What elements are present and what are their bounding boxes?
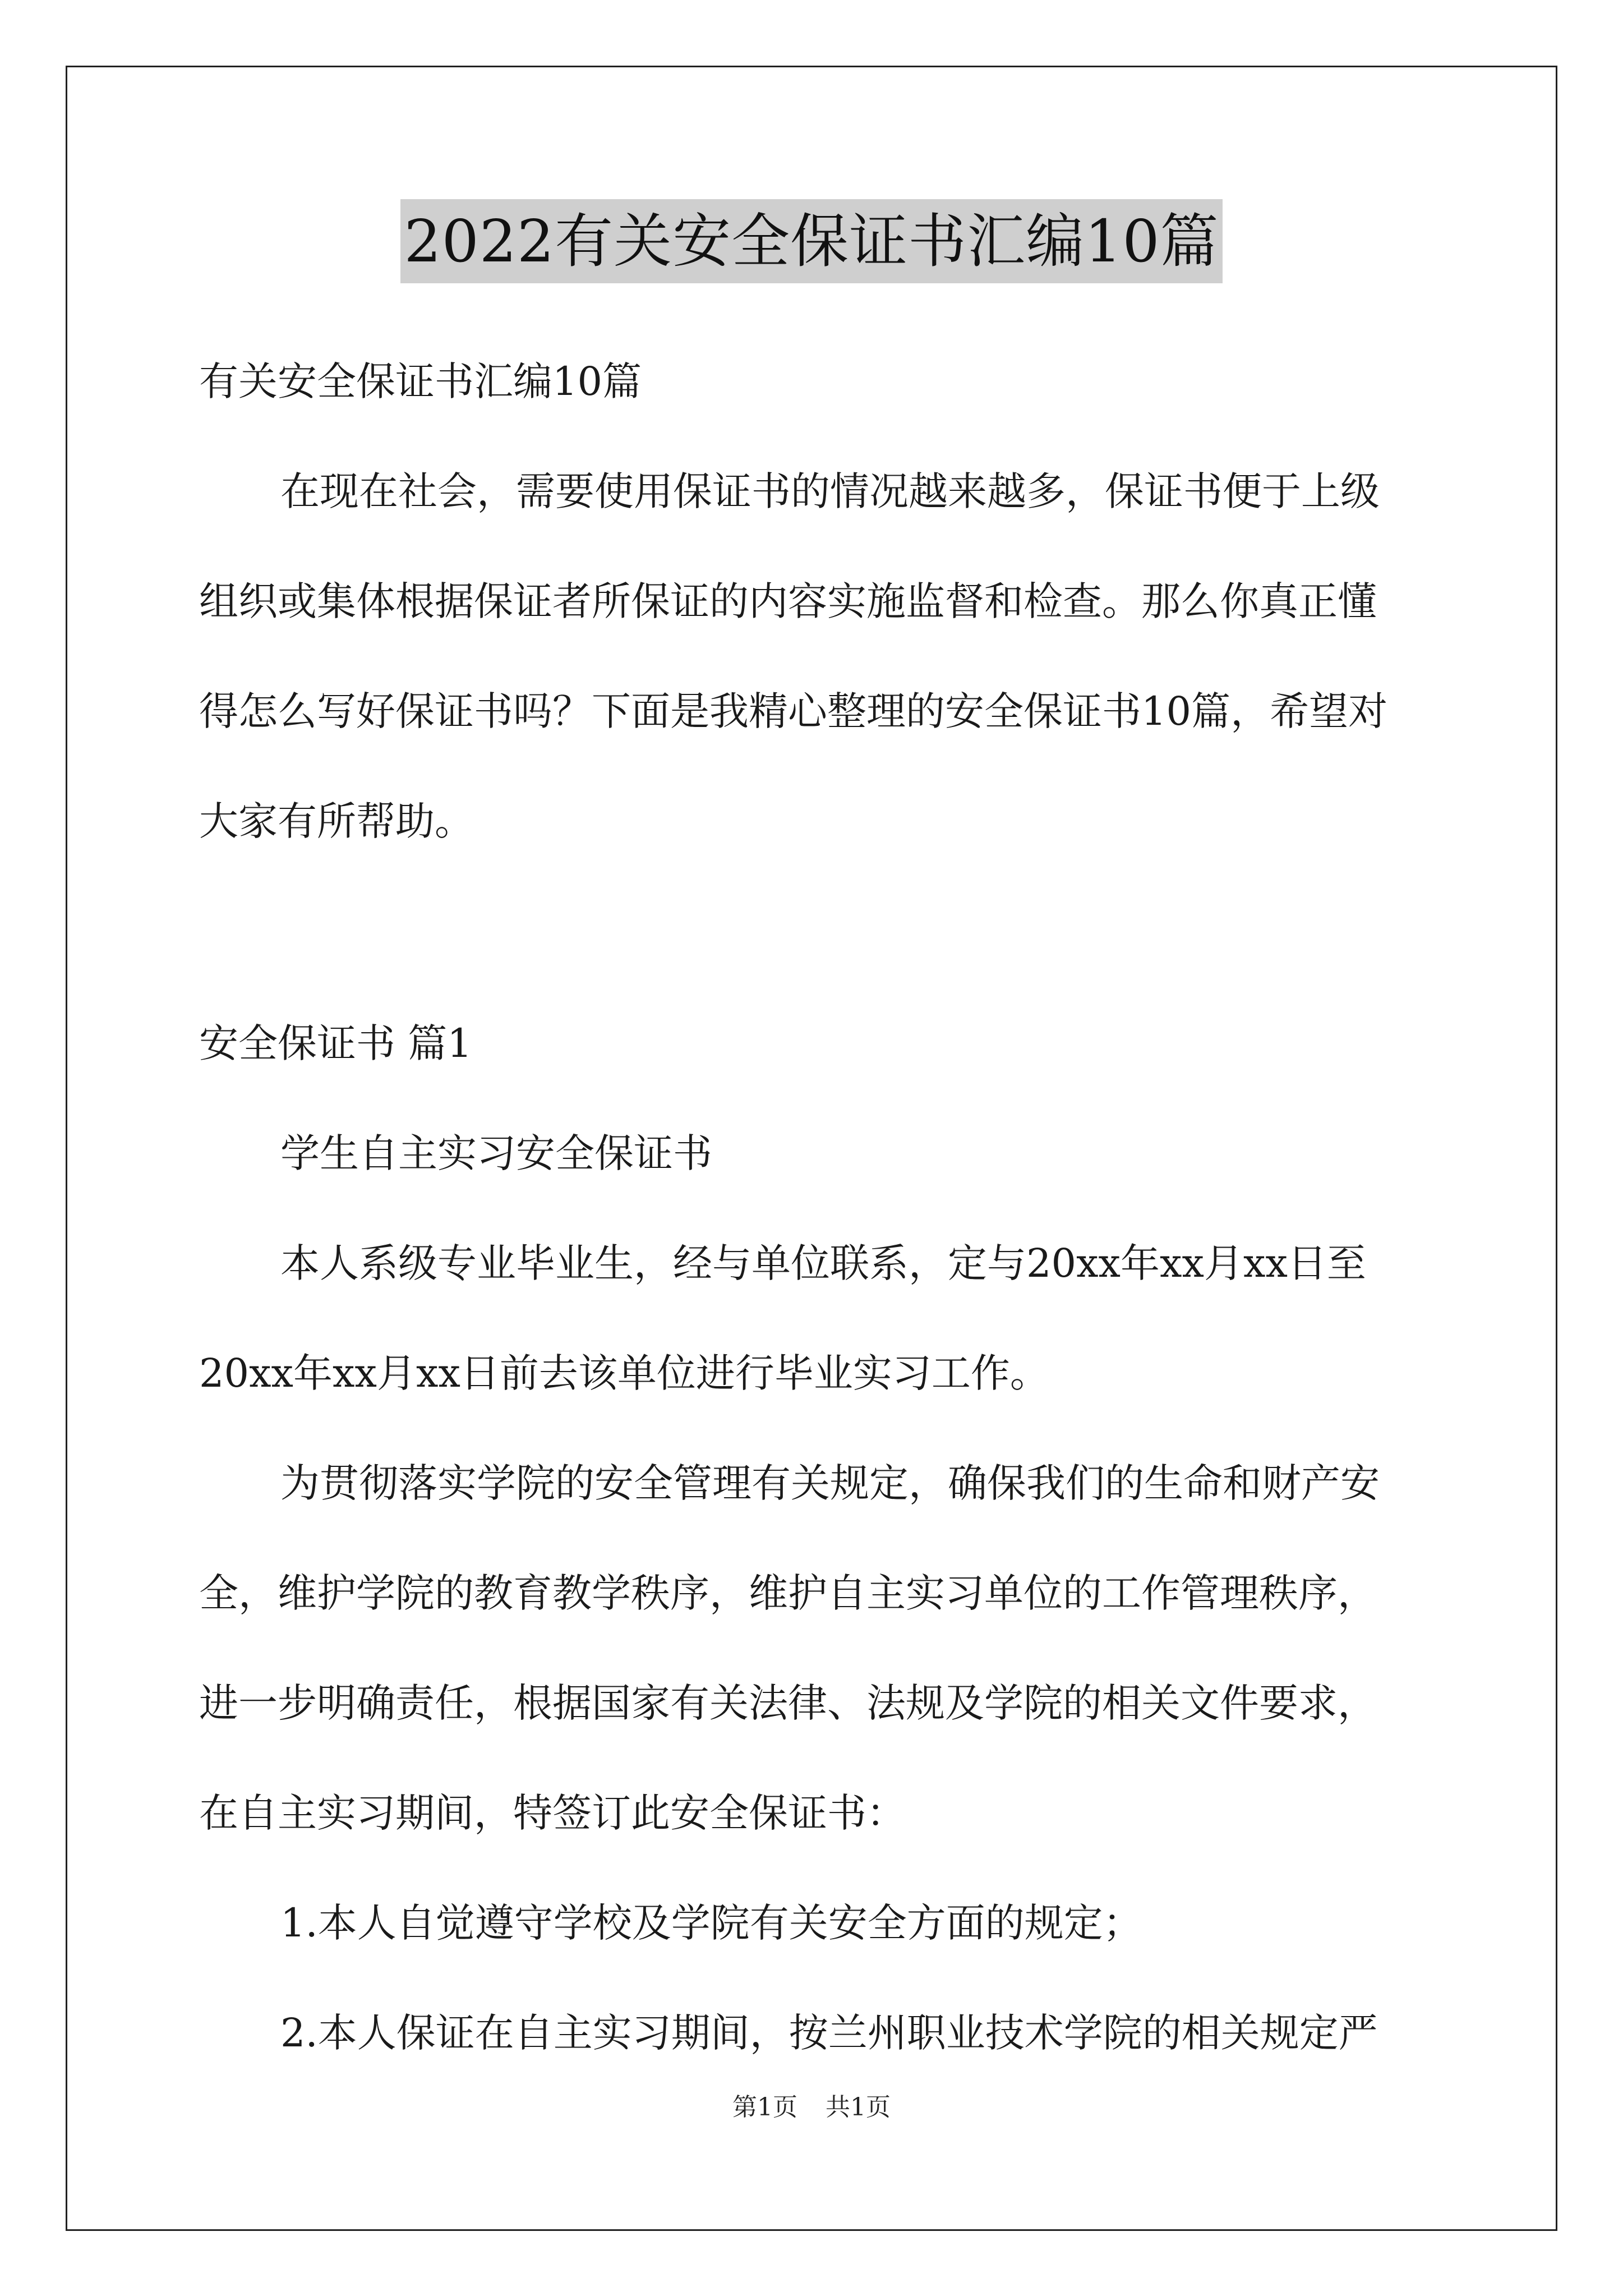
page-footer [0,2091,1623,2124]
subtitle: 有关安全保证书汇编10篇 [199,358,642,404]
page-total: 共1页 [826,2093,891,2122]
body-line-2: 20xx年xx月xx日前去该单位进行毕业实习工作。 [199,1350,1049,1396]
title-container [0,199,1623,283]
page-number: 第1页 [732,2093,797,2122]
intro-line-4: 大家有所帮助。 [199,798,474,844]
body-line-5: 进一步明确责任，根据国家有关法律、法规及学院的相关文件要求， [199,1680,1377,1726]
intro-line-2: 组织或集体根据保证者所保证的内容实施监督和检查。那么你真正懂 [199,578,1377,624]
doc-heading: 学生自主实习安全保证书 [280,1130,712,1176]
list-item-2: 2.本人保证在自主实习期间，按兰州职业技术学院的相关规定严 [280,2010,1378,2056]
document-title: 2022有关安全保证书汇编10篇 [400,199,1222,283]
body-line-4: 全，维护学院的教育教学秩序，维护自主实习单位的工作管理秩序， [199,1570,1377,1616]
body-line-3: 为贯彻落实学院的安全管理有关规定，确保我们的生命和财产安 [280,1460,1380,1506]
intro-line-3: 得怎么写好保证书吗？下面是我精心整理的安全保证书10篇，希望对 [199,688,1388,734]
intro-line-1: 在现在社会，需要使用保证书的情况越来越多，保证书便于上级 [280,468,1380,514]
body-line-1: 本人系级专业毕业生，经与单位联系，定与20xx年xx月xx日至 [280,1240,1366,1286]
body-line-6: 在自主实习期间，特签订此安全保证书： [199,1790,906,1836]
section-heading: 安全保证书 篇1 [199,1020,472,1066]
list-item-1: 1.本人自觉遵守学校及学院有关安全方面的规定； [280,1900,1142,1946]
